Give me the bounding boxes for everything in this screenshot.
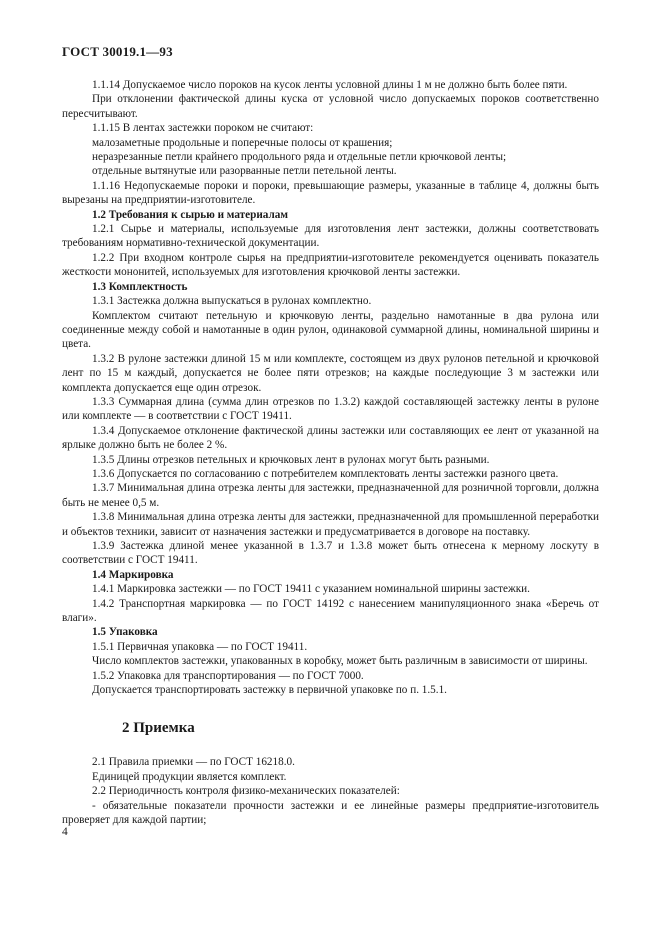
paragraph: 1.3.6 Допускается по согласованию с потребителем комплектовать ленты застежки разного цвета.	[92, 467, 559, 480]
paragraph: 1.1.14 Допускаемое число пороков на кусок ленты условной длины 1 м не должно быть более пяти.	[92, 79, 568, 91]
paragraph: 1.3.4 Допускаемое отклонение фактической длины застежки или составляющих ее лент от указанной на ярлыке должно быть не более 2 %.	[62, 424, 599, 452]
paragraph: - обязательные показатели прочности застежки и ее линейные размеры предприятие-изготовитель проверяет для каждой партии;	[62, 799, 599, 827]
subsection-heading-1-4: 1.4 Маркировка	[92, 568, 174, 581]
paragraph: 1.3.2 В рулоне застежки длиной 15 м или комплекте, состоящем из двух рулонов петельной и крючковой лент по 15 м каждый, допускается не более пяти отрезков; на каждые последующие 3 м застежки или комплекта допускается еще один отрезок.	[62, 352, 599, 394]
document-body	[62, 78, 599, 828]
paragraph: Число комплектов застежки, упакованных в коробку, может быть различным в зависимости от ширины.	[92, 655, 588, 668]
paragraph: 1.3.3 Суммарная длина (сумма длин отрезков по 1.3.2) каждой составляющей застежку ленты в рулоне или комплекте — в соответствии с ГОСТ 19411.	[62, 395, 599, 423]
paragraph: малозаметные продольные и поперечные полосы от крашения;	[92, 136, 393, 149]
paragraph: 1.2.1 Сырье и материалы, используемые для изготовления лент застежки, должны соответствовать требованиям нормативно-технической документации.	[62, 223, 599, 250]
paragraph: 1.1.15 В лентах застежки пороком не считают:	[92, 122, 314, 135]
paragraph: 1.3.1 Застежка должна выпускаться в рулонах комплектно.	[92, 295, 372, 308]
paragraph: 2.1 Правила приемки — по ГОСТ 16218.0.	[92, 756, 295, 769]
paragraph: 1.4.2 Транспортная маркировка — по ГОСТ 14192 с нанесением манипуляционного знака «Беречь от влаги».	[62, 597, 599, 625]
paragraph: Допускается транспортировать застежку в первичной упаковке по п. 1.5.1.	[92, 684, 447, 697]
paragraph: 1.3.7 Минимальная длина отрезка ленты для застежки, предназначенной для розничной торговли, должна быть не менее 0,5 м.	[62, 482, 599, 509]
paragraph: отдельные вытянутые или разорванные петли петельной ленты.	[92, 165, 397, 178]
paragraph: 1.3.9 Застежка длиной менее указанной в 1.3.7 и 1.3.8 может быть отнесена к мерному лоскуту в соответствии с ГОСТ 19411.	[62, 540, 599, 567]
paragraph: 2.2 Периодичность контроля физико-механических показателей:	[92, 785, 400, 798]
paragraph: Единицей продукции является комплект.	[92, 770, 287, 783]
subsection-heading-1-2: 1.2 Требования к сырью и материалам	[92, 208, 288, 221]
document-header: ГОСТ 30019.1—93	[62, 44, 173, 59]
paragraph: При отклонении фактической длины куска от условной число допускаемых пороков соответственно пересчитывают.	[62, 93, 599, 120]
paragraph: Комплектом считают петельную и крючковую ленты, раздельно намотанные в два рулона или соединенные между собой и намотанные в один рулон, одинаковой суммарной длины, номинальной ширины и цвета.	[62, 309, 599, 351]
paragraph: 1.5.1 Первичная упаковка — по ГОСТ 19411.	[92, 640, 308, 653]
paragraph: 1.3.5 Длины отрезков петельных и крючковых лент в рулонах могут быть разными.	[92, 453, 490, 466]
subsection-heading-1-5: 1.5 Упаковка	[92, 626, 158, 639]
paragraph: 1.5.2 Упаковка для транспортирования — по ГОСТ 7000.	[92, 669, 364, 682]
paragraph: 1.2.2 При входном контроле сырья на предприятии-изготовителе рекомендуется оценивать показатель жесткости мононитей, используемых для изготовления крючковой ленты застежки.	[62, 251, 599, 279]
subsection-heading-1-3: 1.3 Комплектность	[92, 280, 188, 293]
paragraph: неразрезанные петли крайнего продольного ряда и отдельные петли крючковой ленты;	[92, 151, 507, 164]
page-number: 4	[62, 826, 68, 838]
paragraph: 1.4.1 Маркировка застежки — по ГОСТ 19411 с указанием номинальной ширины застежки.	[92, 583, 530, 596]
paragraph: 1.3.8 Минимальная длина отрезка ленты для застежки, предназначенной для промышленной переработки и объектов техники, зависит от назначения застежки и предусматривается в договоре на поставку.	[62, 511, 599, 538]
section-heading-2: 2 Приемка	[122, 720, 195, 737]
paragraph: 1.1.16 Недопускаемые пороки и пороки, превышающие размеры, указанные в таблице 4, должны быть вырезаны на предприятии-изготовителе.	[62, 179, 599, 207]
